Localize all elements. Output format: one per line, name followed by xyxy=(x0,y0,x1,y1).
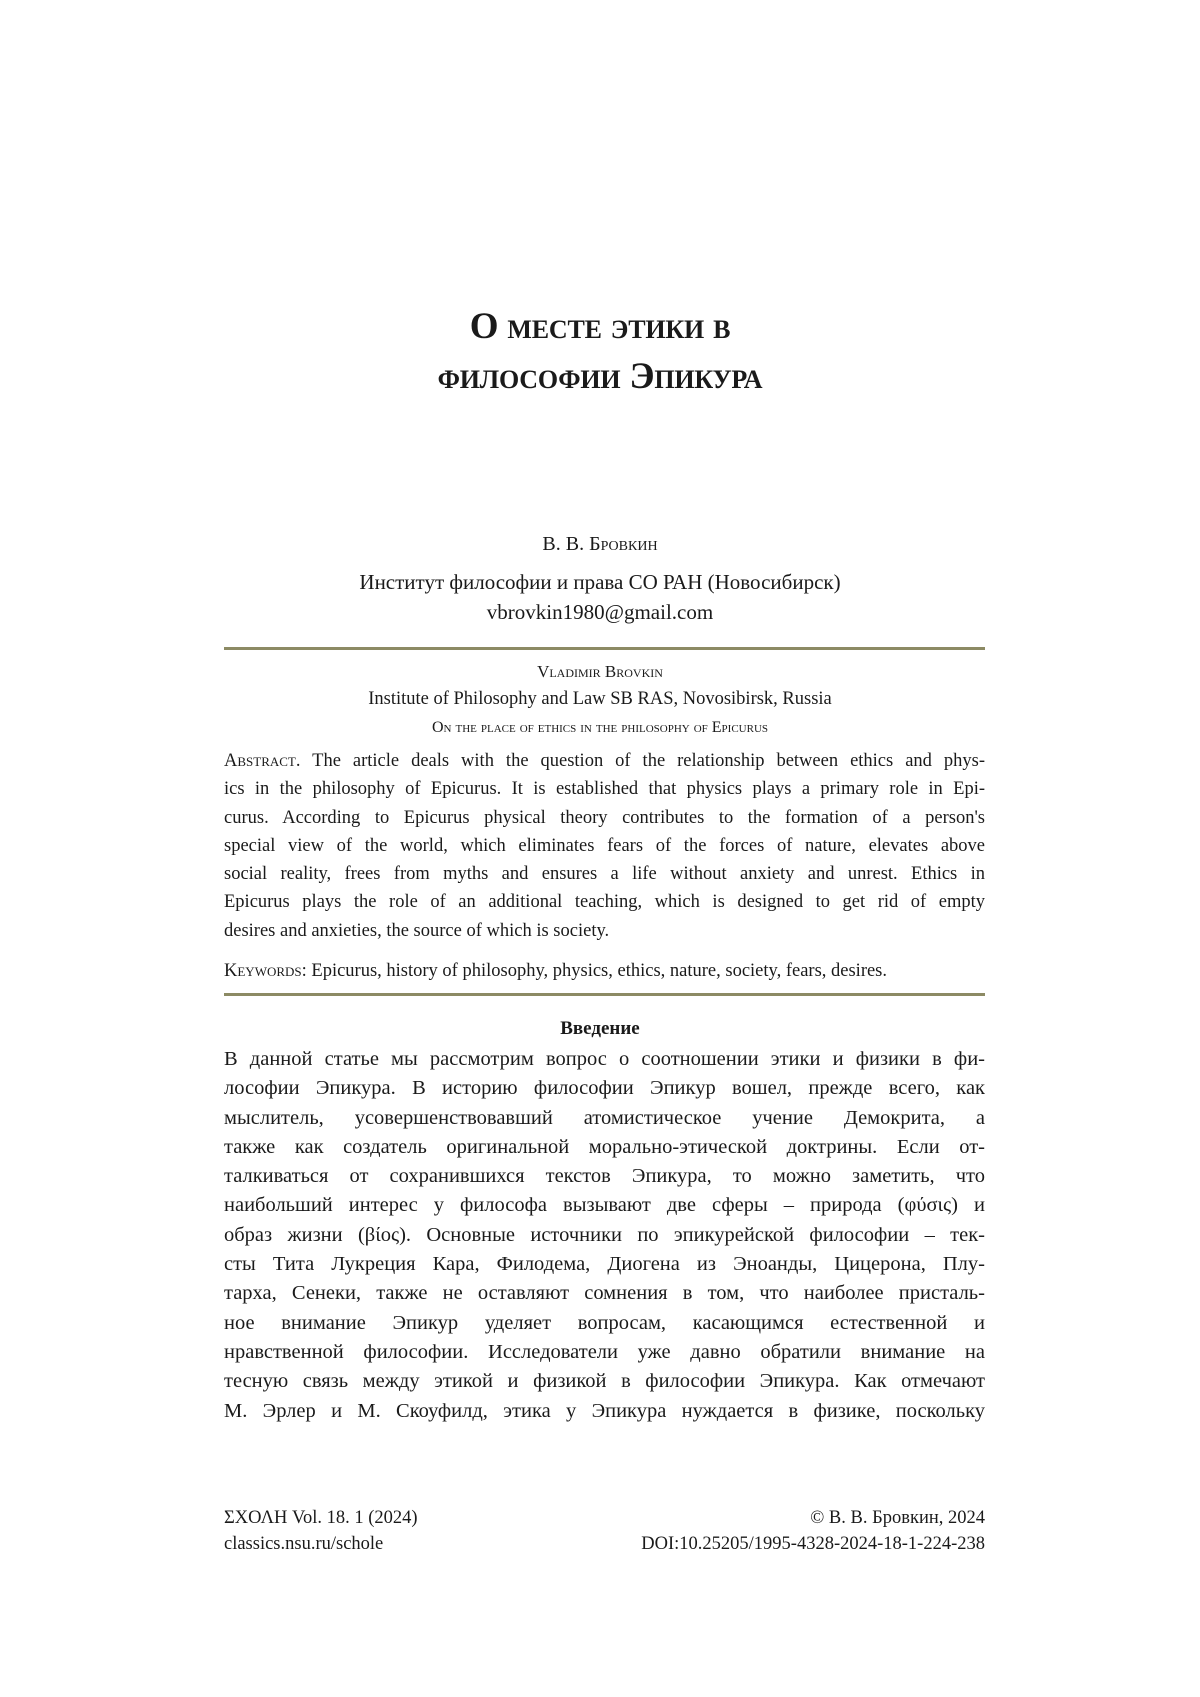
footer-row-1 xyxy=(224,1505,985,1531)
body-line: ное внимание Эпикур уделяет вопросам, касающимся естественной и xyxy=(224,1311,985,1334)
english-author: Vladimir Brovkin xyxy=(537,662,663,681)
body-line: мыслитель, усовершенствовавший атомистическое учение Демокрита, а xyxy=(224,1106,985,1129)
abstract-line: Epicurus plays the role of an additional teaching, which is designed to get rid of empty xyxy=(224,892,985,913)
divider-top xyxy=(224,647,985,650)
article-title xyxy=(0,302,1200,402)
abstract-label: Abstract. xyxy=(224,751,301,771)
abstract-line: social reality, frees from myths and ensures a life without anxiety and unrest. Ethics in xyxy=(224,864,985,885)
journal-url[interactable]: classics.nsu.ru/schole xyxy=(224,1534,384,1554)
keywords xyxy=(224,957,985,985)
divider-bottom xyxy=(224,993,985,996)
english-affiliation: Institute of Philosophy and Law SB RAS, Novosibirsk, Russia xyxy=(368,689,832,709)
body-line: лософии Эпикура. В историю философии Эпикур вошел, прежде всего, как xyxy=(224,1077,985,1100)
abstract-line: desires and anxieties, the source of which is society. xyxy=(224,920,610,941)
title-line-1: О месте этики в xyxy=(469,306,731,347)
body-line: тесную связь между этикой и физикой в философии Эпикура. Как отмечают xyxy=(224,1370,985,1393)
body-line: тарха, Сенеки, также не оставляют сомнения в том, что наиболее присталь- xyxy=(224,1282,985,1305)
body-line: М. Эрлер и М. Скоуфилд, этика у Эпикура нуждается в физике, поскольку xyxy=(224,1399,985,1422)
author-affiliation: Институт философии и права СО РАН (Новосибирск) xyxy=(359,570,841,594)
keywords-label: Keywords: xyxy=(224,961,307,981)
copyright: © В. В. Бровкин, 2024 xyxy=(810,1508,985,1528)
english-title: On the place of ethics in the philosophy of Epicurus xyxy=(431,719,769,736)
body-text xyxy=(224,1045,985,1426)
body-line: сты Тита Лукреция Кара, Филодема, Диогена из Эноанды, Цицерона, Плу- xyxy=(224,1253,985,1276)
title-line-2: философии Эпикура xyxy=(437,356,763,397)
abstract-line: ics in the philosophy of Epicurus. It is established that physics plays a primary role in Epi- xyxy=(224,779,985,800)
body-line: также как создатель оригинальной морально-этической доктрины. Если от- xyxy=(224,1135,985,1158)
body-line: В данной статье мы рассмотрим вопрос о соотношении этики и физики в фи- xyxy=(224,1048,985,1070)
author-email[interactable]: vbrovkin1980@gmail.com xyxy=(486,600,714,624)
section-heading: Введение xyxy=(560,1018,640,1039)
author-name: В. В. Бровкин xyxy=(542,533,658,555)
keywords-list: Epicurus, history of philosophy, physics, ethics, nature, society, fears, desires. xyxy=(306,961,888,981)
journal-name: ΣΧΟΛΗ Vol. 18. 1 (2024) xyxy=(224,1508,418,1528)
footer-row-2 xyxy=(224,1531,985,1557)
body-line: образ жизни (βίος). Основные источники по эпикурейской философии – тек- xyxy=(224,1223,985,1246)
abstract-line: Abstract. The article deals with the question of the relationship between ethics and phys- xyxy=(224,751,985,771)
body-line: талкиваться от сохранившихся текстов Эпикура, то можно заметить, что xyxy=(224,1165,985,1188)
doi[interactable]: DOI:10.25205/1995-4328-2024-18-1-224-238 xyxy=(641,1534,985,1554)
abstract-line: curus. According to Epicurus physical theory contributes to the formation of a person's xyxy=(224,807,985,828)
body-line: нравственной философии. Исследователи уже давно обратили внимание на xyxy=(224,1340,985,1363)
abstract xyxy=(224,747,985,945)
abstract-line: special view of the world, which eliminates fears of the forces of nature, elevates above xyxy=(224,835,985,856)
body-line: наибольший интерес у философа вызывают две сферы – природа (φύσις) и xyxy=(224,1194,985,1217)
